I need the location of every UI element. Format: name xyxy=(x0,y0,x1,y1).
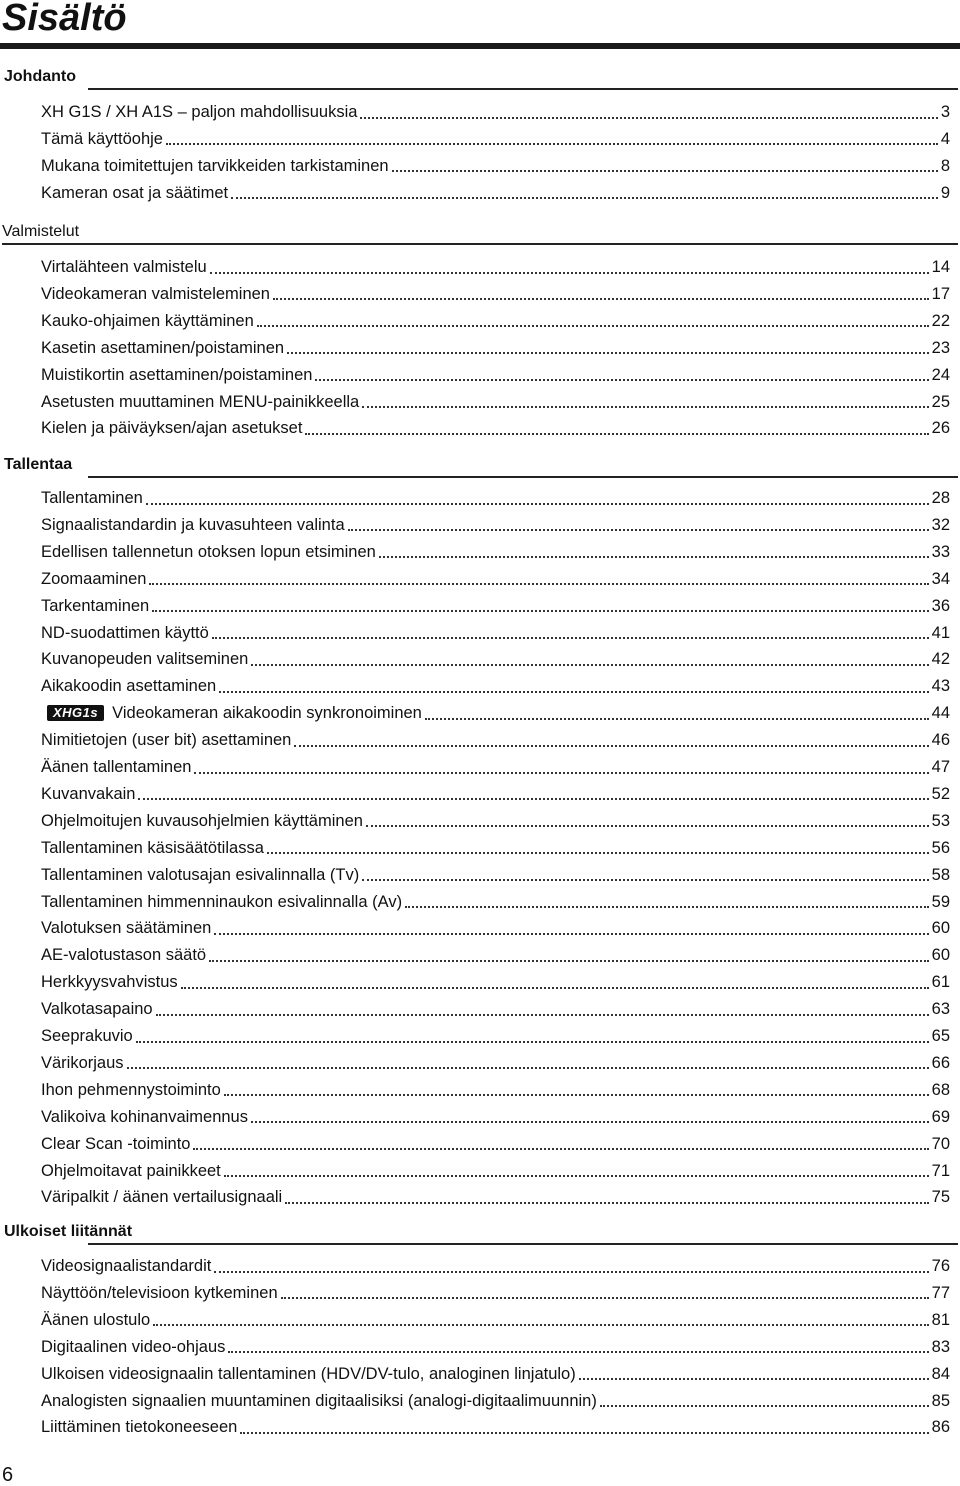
dot-leader xyxy=(194,771,928,774)
section-heading-label: Johdanto xyxy=(4,68,76,85)
toc-entry-page: 9 xyxy=(940,183,950,202)
toc-entry-title: Tallentaminen himmenninaukon esivalinnalla (Av) xyxy=(41,892,403,911)
dot-leader xyxy=(600,1404,929,1407)
toc-entry-title: Zoomaaminen xyxy=(41,569,147,588)
toc-entry-page: 76 xyxy=(931,1257,950,1275)
toc-entry[interactable] xyxy=(41,808,950,834)
dot-leader xyxy=(362,405,928,408)
toc-entry-title: Kauko-ohjaimen käyttäminen xyxy=(41,311,254,330)
dot-leader xyxy=(146,502,929,505)
toc-entry-title: Videosignaalistandardit xyxy=(41,1257,212,1275)
toc-entry-title: Väripalkit / äänen vertailusignaali xyxy=(41,1188,283,1207)
toc-entry[interactable] xyxy=(41,700,950,726)
toc-entry-title: AE-valotustason säätö xyxy=(41,946,207,965)
section-heading xyxy=(2,217,958,243)
toc-entry-page: 71 xyxy=(931,1161,950,1180)
toc-entry-page: 26 xyxy=(931,419,950,438)
toc-entry-page: 4 xyxy=(940,129,950,148)
toc-entry[interactable] xyxy=(41,512,950,538)
toc-entry[interactable] xyxy=(41,754,950,780)
toc-entry-page: 60 xyxy=(931,946,950,965)
toc-entry-title: Edellisen tallennetun otoksen lopun etsiminen xyxy=(41,542,376,561)
toc-entry-page: 68 xyxy=(931,1080,950,1099)
page-title: Sisältö xyxy=(2,0,127,39)
dot-leader xyxy=(315,378,928,381)
toc-entry-page: 43 xyxy=(931,677,950,696)
dot-leader xyxy=(210,271,929,274)
toc-entry-title: Äänen tallentaminen xyxy=(41,758,192,776)
dot-leader xyxy=(257,324,929,327)
toc-entry-page: 42 xyxy=(931,650,950,669)
toc-entry-page: 47 xyxy=(931,758,950,776)
toc-entry[interactable] xyxy=(41,1253,950,1279)
toc-entry-page: 44 xyxy=(931,704,950,723)
dot-leader xyxy=(405,905,929,908)
toc-entry[interactable] xyxy=(41,915,950,941)
dot-leader xyxy=(153,1323,928,1326)
dot-leader xyxy=(294,744,928,747)
toc-entry[interactable] xyxy=(41,99,950,125)
toc-entry-title: Näyttöön/televisioon kytkeminen xyxy=(41,1283,278,1302)
toc-entry-title: Värikorjaus xyxy=(41,1053,124,1072)
toc-entry-title: Tarkentaminen xyxy=(41,596,150,615)
section-rule xyxy=(88,1243,958,1245)
dot-leader xyxy=(156,1013,929,1016)
toc-entry-title: Liittäminen tietokoneeseen xyxy=(41,1418,238,1437)
toc-entry[interactable] xyxy=(41,1388,950,1414)
toc-entry[interactable] xyxy=(41,862,950,888)
toc-entry-title: XH G1S / XH A1S – paljon mahdollisuuksia xyxy=(41,103,358,121)
toc-entry-page: 58 xyxy=(931,865,950,884)
toc-entry[interactable] xyxy=(41,362,950,388)
dot-leader xyxy=(166,142,938,145)
toc-entry-title: Valotuksen säätäminen xyxy=(41,919,212,938)
toc-entry-title: Aikakoodin asettaminen xyxy=(41,677,217,696)
dot-leader xyxy=(425,717,929,720)
toc-entry-page: 3 xyxy=(940,103,950,121)
toc-entry-page: 28 xyxy=(931,489,950,507)
toc-entry[interactable] xyxy=(41,281,950,307)
toc-entry-page: 24 xyxy=(931,365,950,384)
toc-entry-page: 70 xyxy=(931,1134,950,1153)
toc-entry[interactable] xyxy=(41,1023,950,1049)
dot-leader xyxy=(305,432,928,435)
toc-entry-page: 81 xyxy=(931,1310,950,1329)
toc-entry-page: 8 xyxy=(940,156,950,175)
toc-entry-title: Nimitietojen (user bit) asettaminen xyxy=(41,731,292,750)
toc-entry-page: 84 xyxy=(931,1364,950,1383)
toc-entry-title: Muistikortin asettaminen/poistaminen xyxy=(41,365,313,384)
toc-entry-title: Tallentaminen käsisäätötilassa xyxy=(41,838,264,857)
toc-entry[interactable] xyxy=(41,646,950,672)
dot-leader xyxy=(152,609,928,612)
toc-entry-title: Mukana toimitettujen tarvikkeiden tarkistaminen xyxy=(41,156,389,175)
toc-entry[interactable] xyxy=(41,593,950,619)
toc-entry-page: 32 xyxy=(931,515,950,534)
section-heading xyxy=(2,450,958,476)
dot-leader xyxy=(348,528,929,531)
toc-entry[interactable] xyxy=(41,126,950,152)
toc-entry[interactable] xyxy=(41,566,950,592)
section-heading-label: Ulkoiset liitännät xyxy=(4,1223,133,1240)
dot-leader xyxy=(379,555,929,558)
dot-leader xyxy=(579,1377,929,1380)
toc-entry[interactable] xyxy=(41,415,950,441)
toc-entry-title: Tallentaminen valotusajan esivalinnalla (Tv) xyxy=(41,865,360,884)
dot-leader xyxy=(360,116,937,119)
dot-leader xyxy=(285,1201,928,1204)
dot-leader xyxy=(136,1040,929,1043)
toc-entry[interactable] xyxy=(41,835,950,861)
dot-leader xyxy=(214,932,928,935)
toc-entry-page: 46 xyxy=(931,731,950,750)
toc-entry-page: 23 xyxy=(931,338,950,357)
toc-entry-title: Äänen ulostulo xyxy=(41,1310,151,1329)
dot-leader xyxy=(193,1147,928,1150)
toc-entry-title: ND-suodattimen käyttö xyxy=(41,623,209,642)
section-rule xyxy=(2,243,958,245)
toc-entry-page: 25 xyxy=(931,392,950,411)
dot-leader xyxy=(209,959,929,962)
toc-entry[interactable] xyxy=(41,1131,950,1157)
toc-entry[interactable] xyxy=(41,996,950,1022)
toc-entry[interactable] xyxy=(41,1307,950,1333)
dot-leader xyxy=(281,1296,929,1299)
toc-entry[interactable] xyxy=(41,389,950,415)
section-heading-label: Valmistelut xyxy=(2,223,80,240)
toc-entry[interactable] xyxy=(41,620,950,646)
toc-entry-title: Seeprakuvio xyxy=(41,1027,133,1045)
toc-entry-page: 22 xyxy=(931,311,950,330)
dot-leader xyxy=(181,986,929,989)
dot-leader xyxy=(212,636,929,639)
toc-entry-title: Kameran osat ja säätimet xyxy=(41,183,229,202)
toc-entry-page: 14 xyxy=(931,258,950,276)
toc-entry-title: Digitaalinen video-ohjaus xyxy=(41,1337,226,1356)
toc-entry-title: Virtalähteen valmistelu xyxy=(41,258,207,276)
toc-entry[interactable] xyxy=(41,889,950,915)
toc-entry[interactable] xyxy=(41,180,950,206)
dot-leader xyxy=(228,1350,928,1353)
toc-entry-title: Kasetin asettaminen/poistaminen xyxy=(41,338,285,357)
dot-leader xyxy=(231,196,938,199)
dot-leader xyxy=(366,824,929,827)
toc-entry-page: 56 xyxy=(931,838,950,857)
toc-entry-page: 52 xyxy=(931,784,950,803)
section-rule xyxy=(88,476,958,478)
toc-entry-title: Asetusten muuttaminen MENU-painikkeella xyxy=(41,392,360,411)
dot-leader xyxy=(219,690,928,693)
dot-leader xyxy=(224,1093,929,1096)
toc-entry-title: Tämä käyttöohje xyxy=(41,129,163,148)
toc-entry-title: Ihon pehmennystoiminto xyxy=(41,1080,221,1099)
toc-entry-title: Kuvanvakain xyxy=(41,784,136,803)
toc-entry-title: Valkotasapaino xyxy=(41,1000,153,1019)
dot-leader xyxy=(362,878,928,881)
toc-entry-page: 61 xyxy=(931,973,950,992)
dot-leader xyxy=(149,582,928,585)
dot-leader xyxy=(127,1066,929,1069)
section-heading xyxy=(2,62,958,88)
dot-leader xyxy=(392,169,938,172)
toc-entry[interactable] xyxy=(41,1280,950,1306)
toc-entry-page: 41 xyxy=(931,623,950,642)
toc-entry[interactable] xyxy=(41,1104,950,1130)
toc-entry-page: 33 xyxy=(931,542,950,561)
toc-entry-page: 17 xyxy=(931,284,950,303)
toc-entry-title: Ohjelmoitavat painikkeet xyxy=(41,1161,221,1180)
toc-entry-page: 83 xyxy=(931,1337,950,1356)
toc-entry-page: 85 xyxy=(931,1391,950,1410)
toc-entry-title: Valikoiva kohinanvaimennus xyxy=(41,1107,248,1126)
toc-entry[interactable] xyxy=(41,1334,950,1360)
toc-entry-page: 53 xyxy=(931,811,950,830)
toc-entry[interactable] xyxy=(41,539,950,565)
toc-entry-page: 34 xyxy=(931,569,950,588)
toc-entry[interactable] xyxy=(41,335,950,361)
toc-entry-title: Ohjelmoitujen kuvausohjelmien käyttäminen xyxy=(41,811,363,830)
toc-entry-title: Videokameran valmisteleminen xyxy=(41,284,270,303)
toc-entry[interactable] xyxy=(41,1050,950,1076)
toc-entry-page: 60 xyxy=(931,919,950,938)
dot-leader xyxy=(287,351,929,354)
toc-entry-title: Analogisten signaalien muuntaminen digitaalisiksi (analogi-digitaalimuunnin) xyxy=(41,1391,597,1410)
section-heading xyxy=(2,1217,958,1243)
toc-entry[interactable] xyxy=(41,1361,950,1387)
toc-entry-title: Signaalistandardin ja kuvasuhteen valinta xyxy=(41,515,345,534)
toc-entry-page: 66 xyxy=(931,1053,950,1072)
toc-entry[interactable] xyxy=(41,308,950,334)
toc-entry[interactable] xyxy=(41,254,950,280)
toc-entry[interactable] xyxy=(41,673,950,699)
dot-leader xyxy=(240,1431,928,1434)
toc-entry[interactable] xyxy=(41,1184,950,1210)
title-rule xyxy=(0,43,960,49)
toc-entry[interactable] xyxy=(41,969,950,995)
toc-entry[interactable] xyxy=(41,1077,950,1103)
dot-leader xyxy=(273,297,929,300)
toc-entry-page: 65 xyxy=(931,1027,950,1045)
toc-entry-title: Tallentaminen xyxy=(41,489,143,507)
dot-leader xyxy=(138,797,928,800)
dot-leader xyxy=(251,663,928,666)
toc-entry-title: Videokameran aikakoodin synkronoiminen xyxy=(112,704,422,723)
toc-entry[interactable] xyxy=(41,1158,950,1184)
section-rule xyxy=(88,88,958,90)
model-badge-icon: XHG1s xyxy=(47,705,104,721)
toc-entry-page: 75 xyxy=(931,1188,950,1207)
toc-entry[interactable] xyxy=(41,485,950,511)
dot-leader xyxy=(224,1174,929,1177)
page-number: 6 xyxy=(2,1464,14,1486)
dot-leader xyxy=(267,851,929,854)
toc-entry[interactable] xyxy=(41,727,950,753)
dot-leader xyxy=(251,1120,929,1123)
toc-entry[interactable] xyxy=(41,1414,950,1440)
toc-entry[interactable] xyxy=(41,153,950,179)
toc-entry-page: 77 xyxy=(931,1283,950,1302)
toc-entry-title: Ulkoisen videosignaalin tallentaminen (HDV/DV-tulo, analoginen linjatulo) xyxy=(41,1364,576,1383)
toc-entry-page: 69 xyxy=(931,1107,950,1126)
toc-entry[interactable] xyxy=(41,942,950,968)
section-heading-label: Tallentaa xyxy=(4,456,73,473)
toc-entry-page: 86 xyxy=(931,1418,950,1437)
toc-entry-title: Kielen ja päiväyksen/ajan asetukset xyxy=(41,419,303,438)
toc-entry[interactable] xyxy=(41,781,950,807)
toc-entry-title: Herkkyysvahvistus xyxy=(41,973,178,992)
toc-entry-title: Clear Scan -toiminto xyxy=(41,1134,191,1153)
toc-entry-page: 63 xyxy=(931,1000,950,1019)
dot-leader xyxy=(214,1270,928,1273)
toc-entry-page: 36 xyxy=(931,596,950,615)
toc-entry-page: 59 xyxy=(931,892,950,911)
toc-entry-title: Kuvanopeuden valitseminen xyxy=(41,650,249,669)
